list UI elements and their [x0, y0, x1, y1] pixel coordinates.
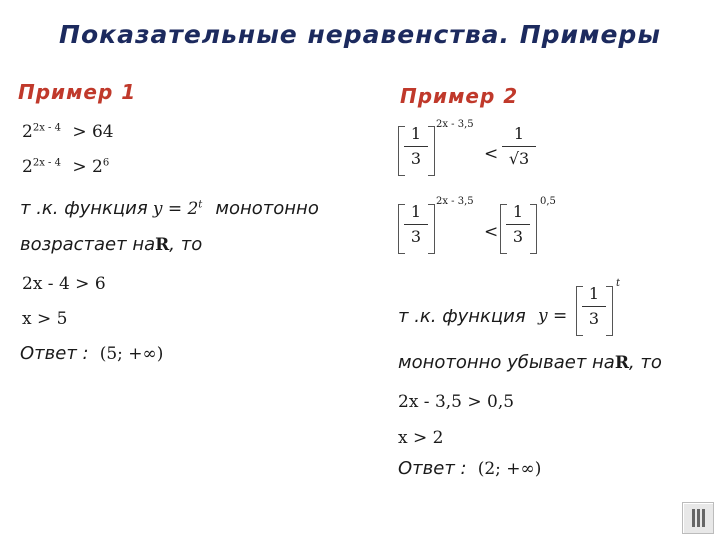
less-than: <: [484, 144, 499, 164]
example-2-heading: Пример 2: [400, 84, 519, 108]
exponent: 2x - 3,5: [436, 119, 474, 130]
ex2-line-6: x > 2: [398, 428, 444, 448]
exponent: 0,5: [540, 196, 556, 207]
right-paren: [428, 204, 435, 254]
ex1-line-2: $2^{2x - 4} > 2^6$: [22, 157, 110, 177]
ex1-line-1: $2^{2x - 4} > 64$: [22, 122, 114, 142]
ex1-line-6: x > 5: [22, 309, 68, 329]
right-paren: [428, 126, 435, 176]
fraction-one-third: 1 3: [506, 202, 530, 247]
right-paren: [606, 286, 613, 336]
ex1-line-3: т .к. функция $y = 2^t$ монотонно: [20, 198, 319, 219]
bars-icon: [692, 509, 704, 527]
fraction-one-third: 1 3: [404, 124, 428, 169]
example-1-heading: Пример 1: [18, 80, 137, 104]
fraction-one-third: 1 3: [582, 284, 606, 329]
ex2-line-4: монотонно убывает наR, то: [398, 352, 662, 373]
less-than: <: [484, 222, 499, 242]
fraction-one-third: 1 3: [404, 202, 428, 247]
exponent: 2x - 3,5: [436, 196, 474, 207]
ex2-line-5: 2x - 3,5 > 0,5: [398, 392, 515, 412]
fraction-one-over-root-three: 1 √3: [502, 124, 536, 169]
slide-navigation-icon[interactable]: [682, 502, 714, 534]
slide-title: Показательные неравенства. Примеры: [59, 20, 661, 49]
ex2-answer: Ответ : (2; +∞): [398, 458, 542, 479]
ex1-line-4: возрастает наR, то: [20, 234, 203, 255]
ex1-answer: Ответ : (5; +∞): [20, 343, 164, 364]
ex1-line-5: 2x - 4 > 6: [22, 274, 106, 294]
right-paren: [530, 204, 537, 254]
